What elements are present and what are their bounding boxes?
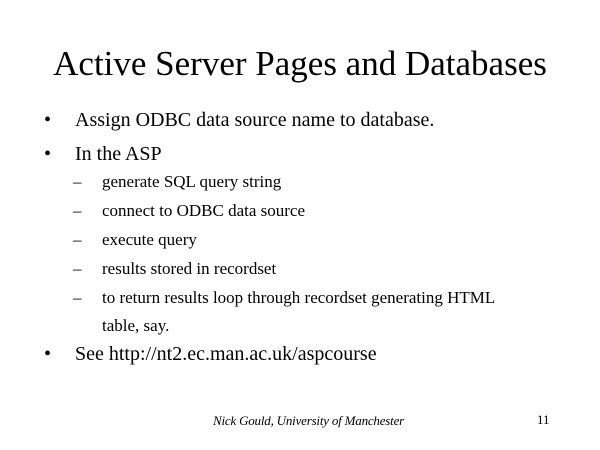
sub-bullet-text: to return results loop through recordset generating HTML table, say.: [102, 288, 495, 335]
sub-bullet-item: [73, 259, 533, 279]
sub-bullet-item: [73, 230, 533, 250]
dash-marker: –: [73, 259, 82, 278]
footer-text: Nick Gould, University of Manchester: [213, 413, 405, 428]
sub-bullet-item: [73, 284, 533, 340]
page-number: 11: [537, 412, 550, 427]
sub-bullet-item: [73, 201, 533, 221]
bullet-text: In the ASP: [75, 143, 162, 165]
sub-bullet-text: execute query: [102, 230, 197, 249]
slide-title: Active Server Pages and Databases: [53, 44, 547, 83]
sub-bullet-text: generate SQL query string: [102, 172, 282, 191]
bullet-item: [44, 342, 595, 376]
dash-marker: –: [73, 201, 82, 220]
sub-bullet-text: connect to ODBC data source: [102, 201, 305, 220]
bullet-marker: •: [44, 143, 52, 165]
bullet-list: [44, 108, 564, 166]
dash-marker: –: [73, 230, 82, 249]
bullet-marker: •: [44, 109, 52, 131]
dash-marker: –: [73, 288, 82, 307]
sub-bullet-text: results stored in recordset: [102, 259, 277, 278]
bullet-item: [44, 142, 564, 166]
bullet-item: [44, 108, 564, 142]
sub-bullet-list: [73, 172, 533, 349]
sub-bullet-item: [73, 172, 533, 192]
bullet-text: Assign ODBC data source name to database.: [75, 109, 435, 131]
dash-marker: –: [73, 172, 82, 191]
bullet-link-text: See http://nt2.ec.man.ac.uk/aspcourse: [75, 343, 377, 365]
bullet-marker: •: [44, 343, 52, 365]
